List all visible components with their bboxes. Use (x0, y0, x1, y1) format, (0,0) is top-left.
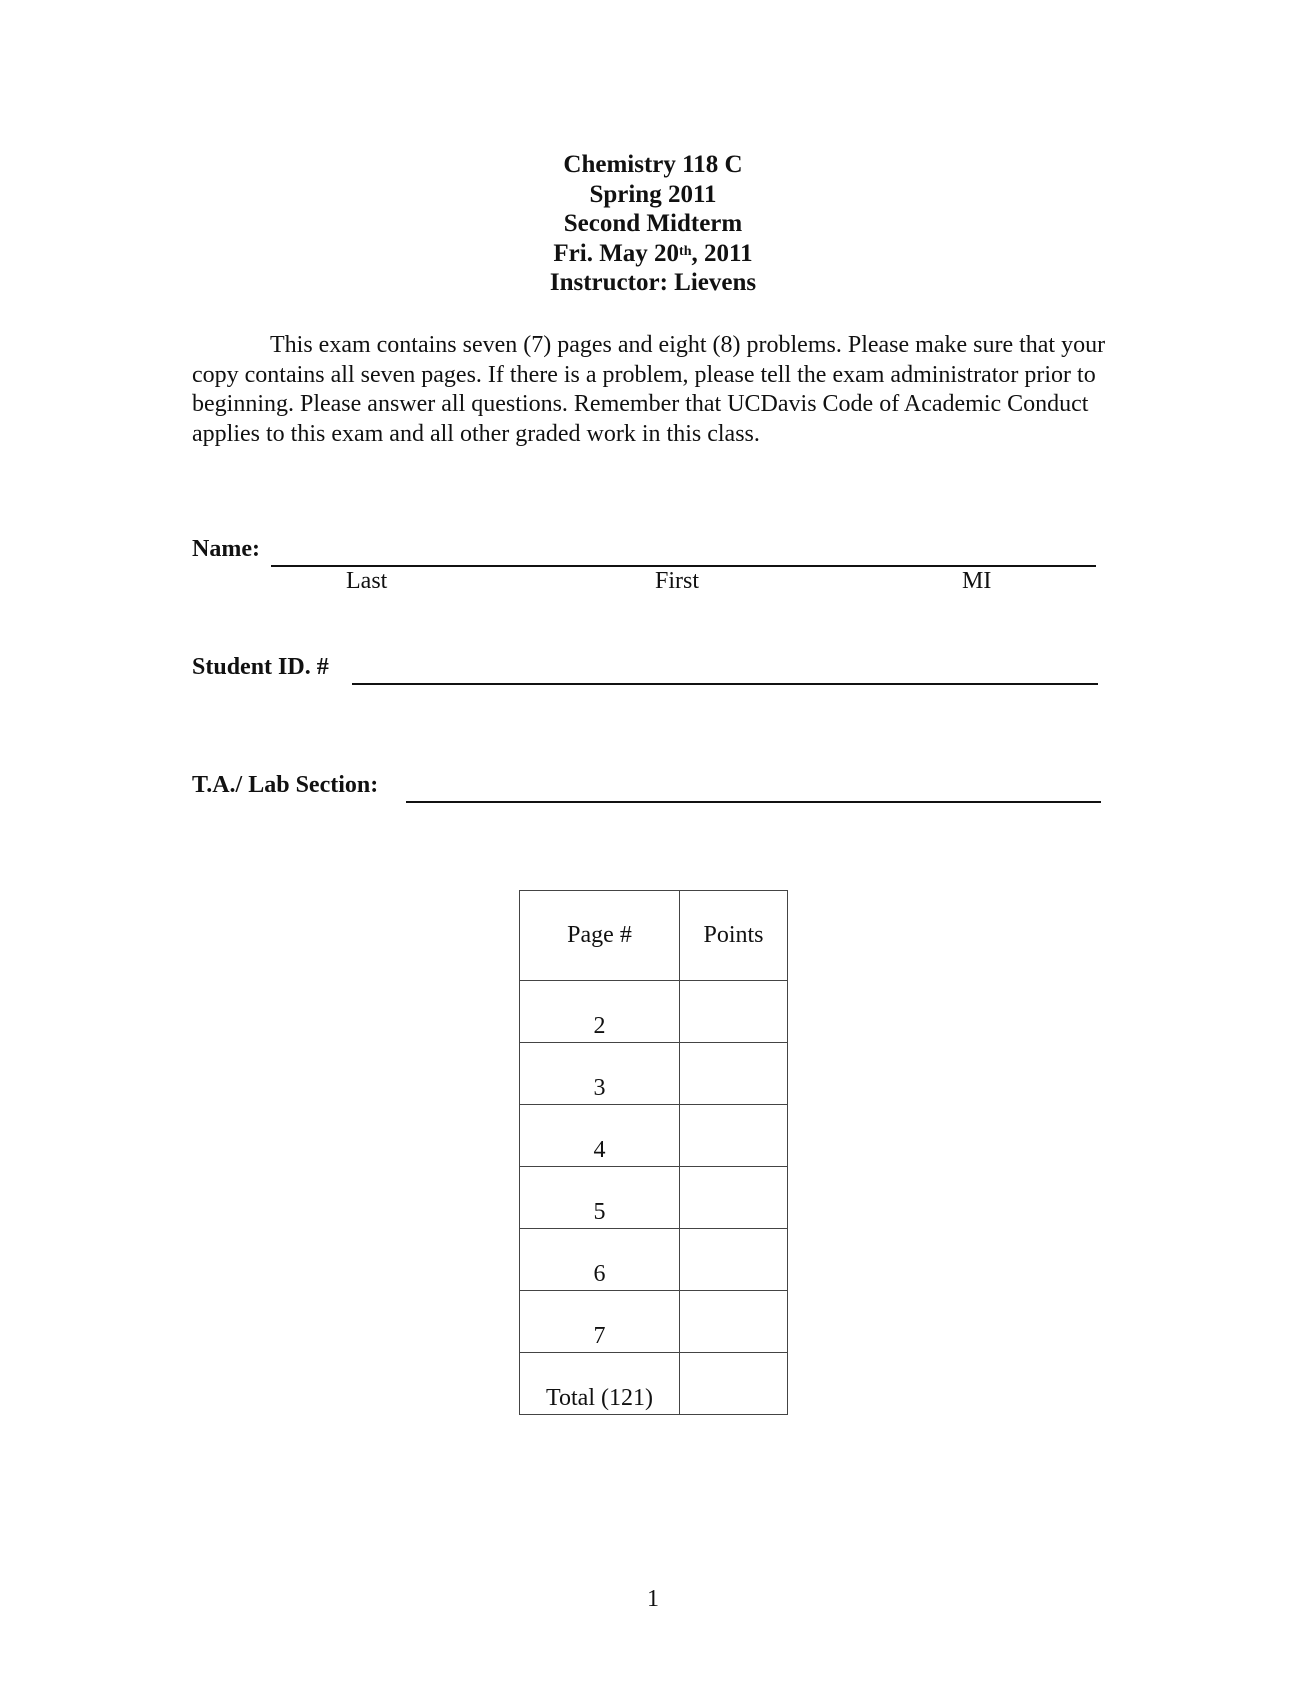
course-title: Chemistry 118 C (563, 151, 743, 178)
score-table (519, 890, 788, 1415)
table-row (520, 1229, 788, 1291)
points-header: Points (680, 891, 788, 981)
page-number-cell: 4 (520, 1105, 680, 1167)
date-prefix: Fri. May 20 (553, 239, 680, 267)
page-number-cell: 2 (520, 981, 680, 1043)
points-cell[interactable] (680, 1167, 788, 1229)
total-label-cell: Total (121) (520, 1353, 680, 1415)
student-id-label: Student ID. # (192, 654, 329, 680)
table-row (520, 981, 788, 1043)
points-cell[interactable] (680, 981, 788, 1043)
ta-lab-section-label: T.A./ Lab Section: (192, 772, 379, 798)
page-number-header: Page # (520, 891, 680, 981)
page-number-cell: 6 (520, 1229, 680, 1291)
instructor: Instructor: Lievens (549, 269, 757, 296)
page-number-cell: 7 (520, 1291, 680, 1353)
student-id-field[interactable] (352, 683, 1098, 685)
page-number: 1 (647, 1586, 659, 1612)
name-field[interactable] (271, 565, 1096, 567)
exam-date (0, 239, 1306, 269)
date-rest: , 2011 (691, 239, 753, 267)
exam-header (0, 150, 1306, 298)
table-row (520, 1291, 788, 1353)
name-first-label: First (655, 568, 700, 594)
points-cell[interactable] (680, 1105, 788, 1167)
table-row (520, 1043, 788, 1105)
term: Spring 2011 (589, 180, 717, 208)
table-row (520, 1105, 788, 1167)
points-cell[interactable] (680, 1229, 788, 1291)
page-number-cell: 5 (520, 1167, 680, 1229)
page-number-cell: 3 (520, 1043, 680, 1105)
name-mi-label: MI (962, 568, 992, 594)
instructions-paragraph: This exam contains seven (7) pages and eight (8) problems. Please make sure that your copy contains all seven pages. If there is a problem, please tell the exam administrator prior to beginning. Please answer all questions. Remember that UCDavis Code of Academic Conduct applies to this exam and all other graded work in this class. (192, 332, 1106, 447)
points-cell[interactable] (680, 1291, 788, 1353)
score-table-header-row (520, 891, 788, 981)
points-cell[interactable] (680, 1043, 788, 1105)
date-ordinal: th (679, 243, 692, 259)
exam-title: Second Midterm (563, 210, 743, 237)
name-last-label: Last (346, 568, 388, 594)
total-points-cell[interactable] (680, 1353, 788, 1415)
table-row (520, 1167, 788, 1229)
ta-lab-section-field[interactable] (406, 801, 1101, 803)
name-label: Name: (192, 536, 260, 562)
total-row (520, 1353, 788, 1415)
